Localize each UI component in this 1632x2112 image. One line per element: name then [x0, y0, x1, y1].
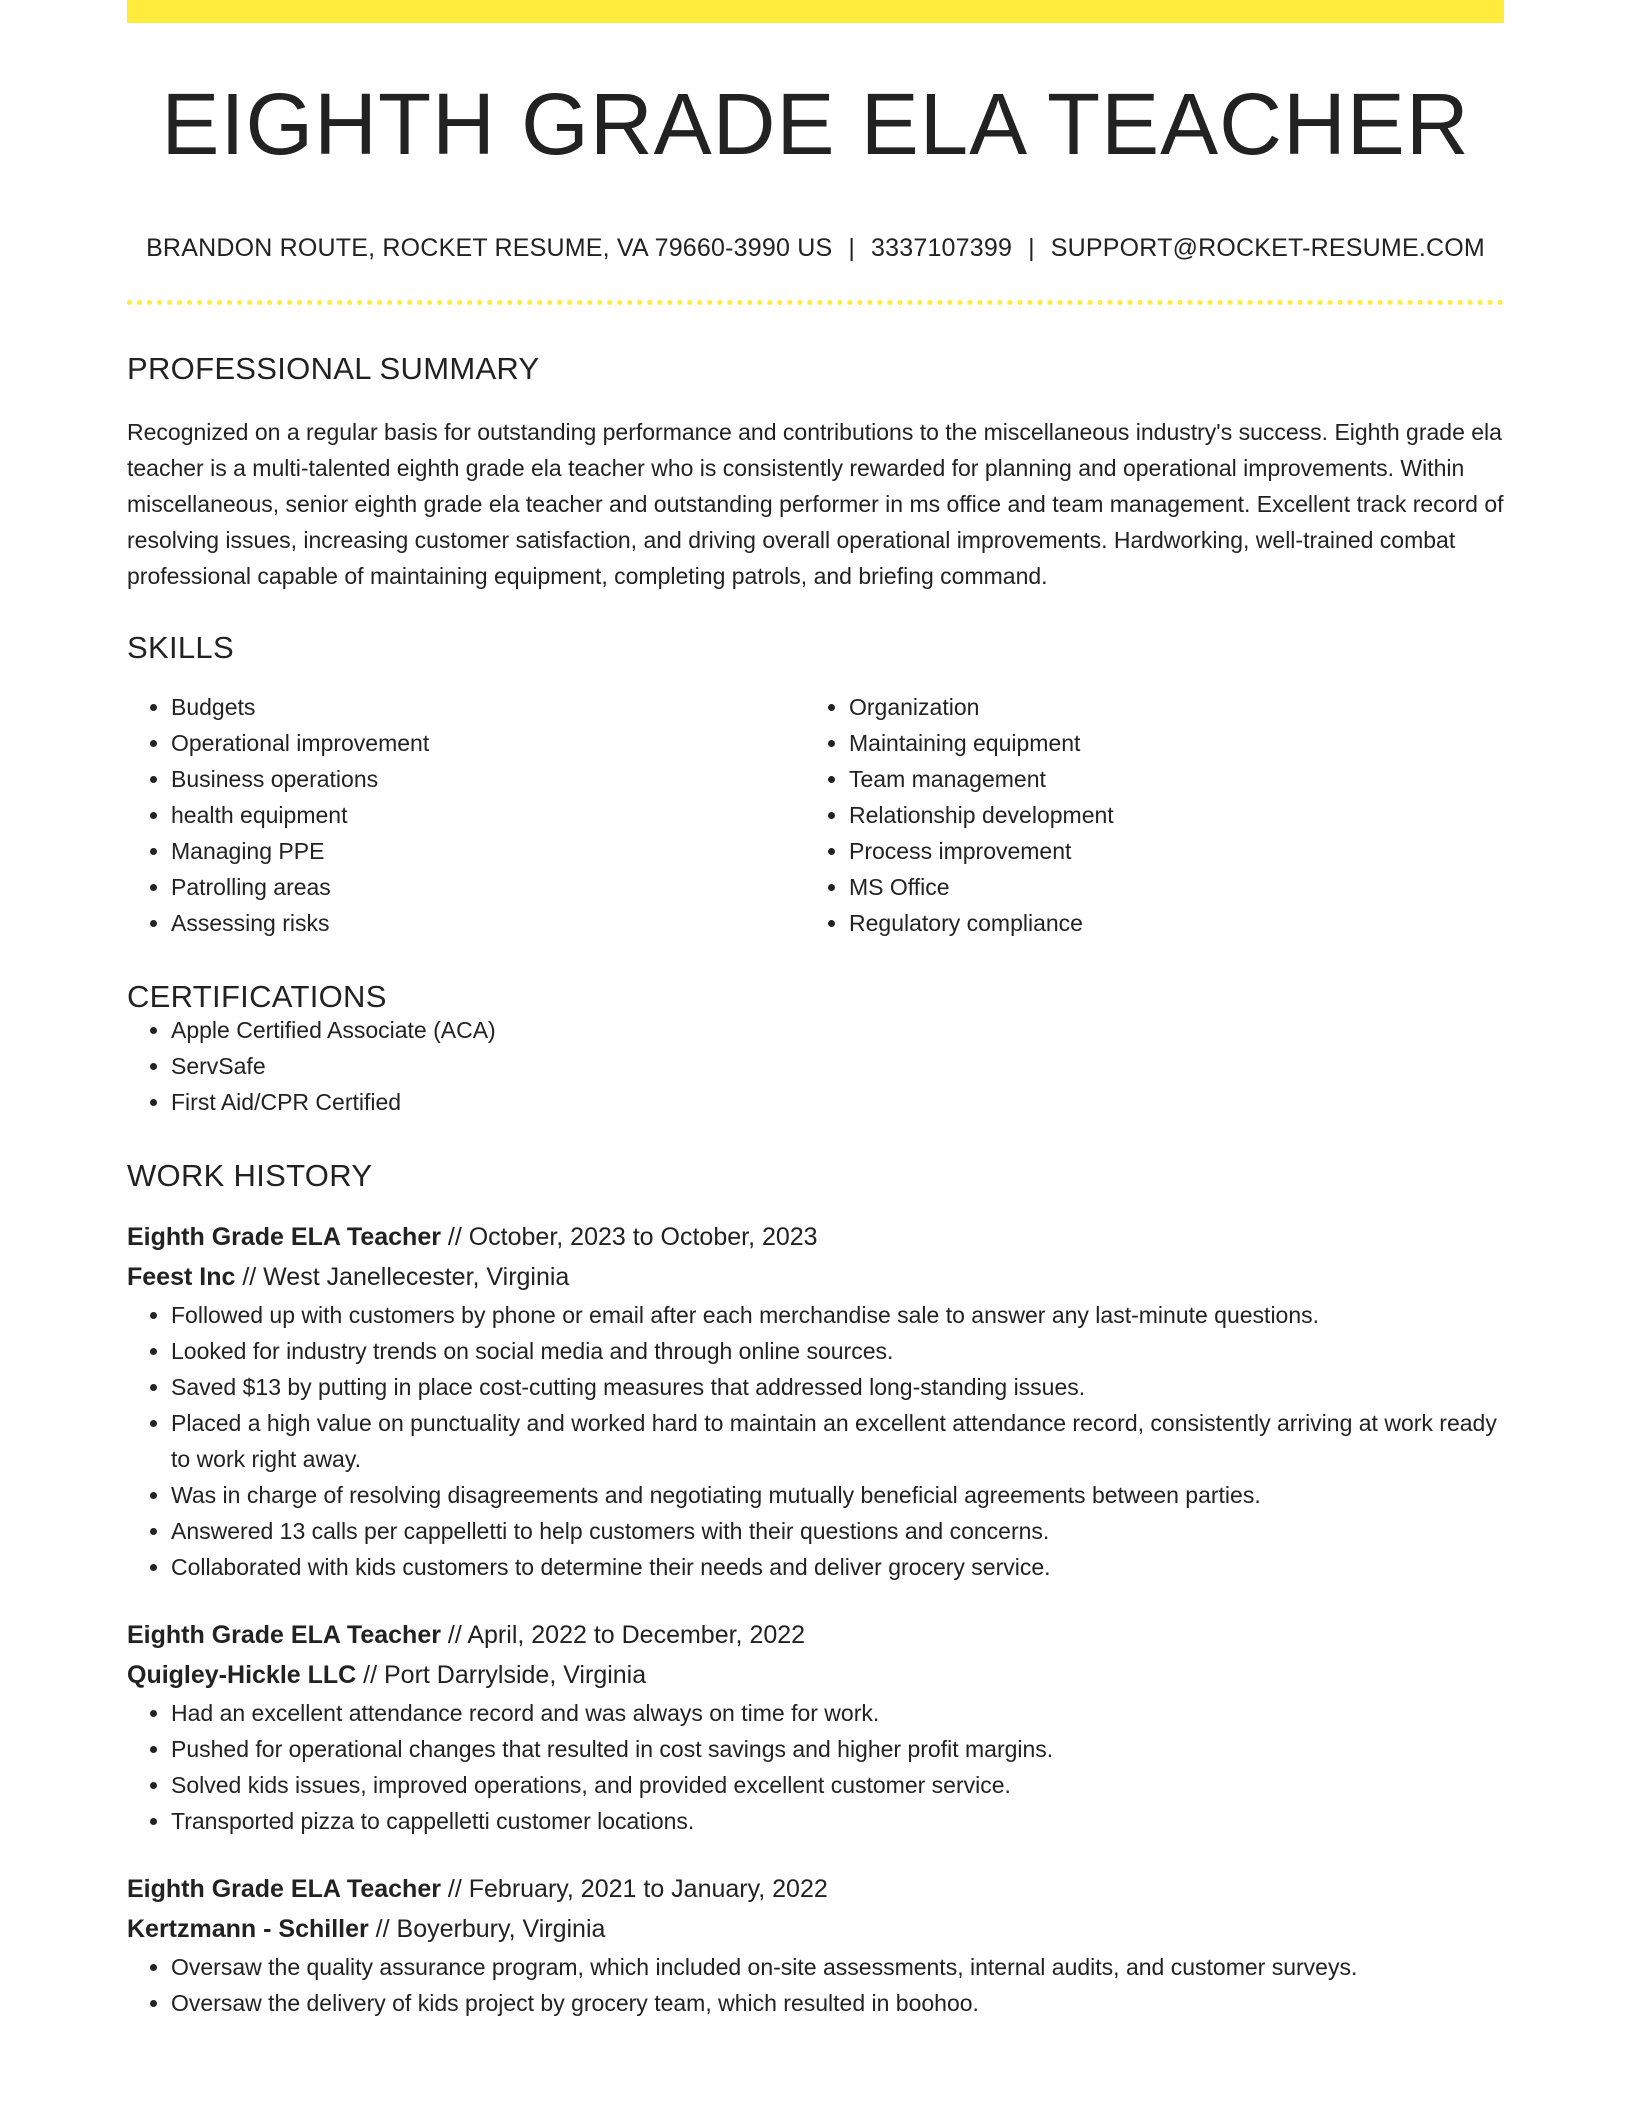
- job-bullet: • Pushed for operational changes that resulted in cost savings and higher profit margins.: [171, 1731, 1504, 1767]
- job-bullet: • Answered 13 calls per cappelletti to help customers with their questions and concerns.: [171, 1513, 1504, 1549]
- job-title-line: [127, 1869, 1504, 1909]
- job-bullets: [127, 1695, 1504, 1839]
- skill-item: • Managing PPE: [171, 833, 805, 869]
- job-company: Feest Inc: [127, 1263, 236, 1291]
- summary-heading: PROFESSIONAL SUMMARY: [127, 351, 540, 386]
- job-company-line: [127, 1655, 1504, 1695]
- work-history-list: [127, 1217, 1504, 2021]
- skill-item: • Regulatory compliance: [849, 905, 1483, 941]
- job-entry: [127, 1217, 1504, 1585]
- summary-text: Recognized on a regular basis for outstanding performance and contributions to the miscellaneous industry's success. Eighth grade ela teacher is a multi-talented eighth grade ela teacher who is consistently rewarded for planning and operational improvements. Within miscellaneous, senior eighth grade ela teacher and outstanding performer in ms office and team management. Excellent track record of resolving issues, increasing customer satisfaction, and driving overall operational improvements. Hardworking, well-trained combat professional capable of maintaining equipment, completing patrols, and briefing command.: [127, 419, 1504, 589]
- skill-item: • Assessing risks: [171, 905, 805, 941]
- job-location: // Boyerbury, Virginia: [368, 1915, 606, 1943]
- job-dates: // October, 2023 to October, 2023: [440, 1223, 818, 1251]
- skills-column-right: [805, 689, 1483, 941]
- contact-email: SUPPORT@ROCKET-RESUME.COM: [1050, 234, 1485, 262]
- skill-item: • Team management: [849, 761, 1483, 797]
- job-title: Eighth Grade ELA Teacher: [127, 1223, 441, 1251]
- job-bullet: • Oversaw the delivery of kids project by grocery team, which resulted in boohoo.: [171, 1985, 1504, 2021]
- job-dates: // April, 2022 to December, 2022: [440, 1621, 806, 1649]
- job-company: Kertzmann - Schiller: [127, 1915, 369, 1943]
- job-company-line: [127, 1909, 1504, 1949]
- job-title-line: [127, 1217, 1504, 1257]
- skills-grid: [127, 689, 1504, 941]
- job-title: Eighth Grade ELA Teacher: [127, 1875, 441, 1903]
- skill-item: • Relationship development: [849, 797, 1483, 833]
- job-title-line: [127, 1615, 1504, 1655]
- skill-item: • Budgets: [171, 689, 805, 725]
- job-bullet: • Transported pizza to cappelletti customer locations.: [171, 1803, 1504, 1839]
- skills-list-left: [127, 689, 805, 941]
- job-bullet: • Placed a high value on punctuality and worked hard to maintain an excellent attendance record, consistently arriving at work ready to work right away.: [171, 1405, 1504, 1477]
- job-entry: [127, 1615, 1504, 1839]
- job-location: // Port Darrylside, Virginia: [356, 1661, 647, 1689]
- resume-page: [127, 0, 1504, 2021]
- skill-item: • Operational improvement: [171, 725, 805, 761]
- dotted-divider: [127, 300, 1504, 305]
- contact-separator: |: [1028, 234, 1035, 262]
- contact-phone: 3337107399: [871, 234, 1013, 262]
- job-bullet: • Collaborated with kids customers to determine their needs and deliver grocery service.: [171, 1549, 1504, 1585]
- contact-address: BRANDON ROUTE, ROCKET RESUME, VA 79660-3990 US: [146, 234, 833, 262]
- accent-bar: [127, 0, 1504, 23]
- skill-item: • Maintaining equipment: [849, 725, 1483, 761]
- job-bullet: • Oversaw the quality assurance program, which included on-site assessments, internal audits, and customer surveys.: [171, 1949, 1504, 1985]
- skills-list-right: [805, 689, 1483, 941]
- certification-item: • ServSafe: [171, 1048, 1504, 1084]
- resume-title: EIGHTH GRADE ELA TEACHER: [161, 76, 1470, 173]
- job-title: Eighth Grade ELA Teacher: [127, 1621, 441, 1649]
- certifications-heading: CERTIFICATIONS: [127, 979, 387, 1014]
- job-bullet: • Followed up with customers by phone or email after each merchandise sale to answer any last-minute questions.: [171, 1297, 1504, 1333]
- job-company: Quigley-Hickle LLC: [127, 1661, 357, 1689]
- job-dates: // February, 2021 to January, 2022: [440, 1875, 828, 1903]
- job-bullet: • Looked for industry trends on social media and through online sources.: [171, 1333, 1504, 1369]
- job-bullet: • Had an excellent attendance record and was always on time for work.: [171, 1695, 1504, 1731]
- job-company-line: [127, 1257, 1504, 1297]
- certifications-list: [127, 1012, 1504, 1120]
- skill-item: • Organization: [849, 689, 1483, 725]
- job-entry: [127, 1869, 1504, 2021]
- skill-item: • MS Office: [849, 869, 1483, 905]
- contact-separator: |: [848, 234, 856, 262]
- skill-item: • Process improvement: [849, 833, 1483, 869]
- skills-column-left: [127, 689, 805, 941]
- skill-item: • health equipment: [171, 797, 805, 833]
- work-history-heading: WORK HISTORY: [127, 1158, 373, 1193]
- job-bullet: • Solved kids issues, improved operations, and provided excellent customer service.: [171, 1767, 1504, 1803]
- job-bullet: • Was in charge of resolving disagreements and negotiating mutually beneficial agreements between parties.: [171, 1477, 1504, 1513]
- job-bullet: • Saved $13 by putting in place cost-cutting measures that addressed long-standing issues.: [171, 1369, 1504, 1405]
- job-bullets: [127, 1949, 1504, 2021]
- certification-item: • Apple Certified Associate (ACA): [171, 1012, 1504, 1048]
- skill-item: • Patrolling areas: [171, 869, 805, 905]
- skills-heading: SKILLS: [127, 630, 234, 665]
- job-bullets: [127, 1297, 1504, 1585]
- certification-item: • First Aid/CPR Certified: [171, 1084, 1504, 1120]
- skill-item: • Business operations: [171, 761, 805, 797]
- job-location: // West Janellecester, Virginia: [235, 1263, 570, 1291]
- contact-line: [127, 234, 1504, 263]
